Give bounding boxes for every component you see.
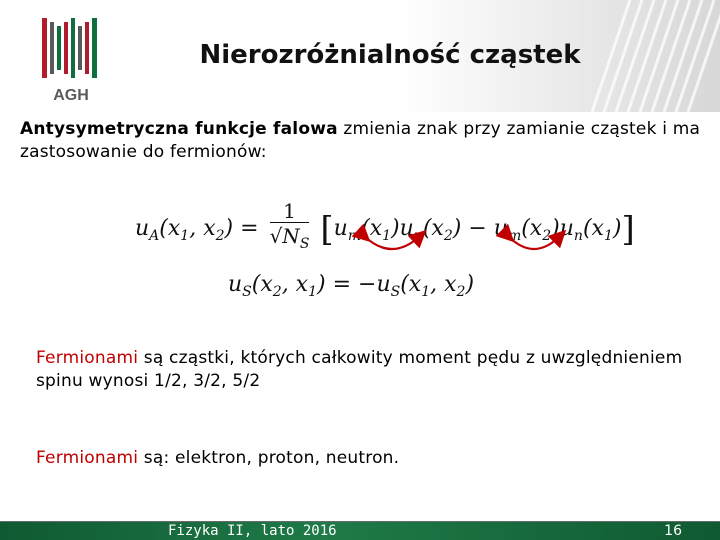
intro-bold-term: Antysymetryczna funkcje falowa [20,119,338,139]
symmetric-equation: $u_S(x_2$, $x_1) = -u_S(x_1$, $x_2$) [228,272,475,300]
agh-logo [38,12,104,104]
logo-emblem [42,18,97,78]
fermion-examples-text: są: elektron, proton, neutron. [138,448,400,468]
normalization-fraction: $\frac{1}{√N_S}$ [269,199,310,252]
fermion-examples [36,447,696,470]
fermion-term: Fermionami [36,348,139,368]
antisymmetric-equation: $u_A(x_1$, $x_2$) = $\frac{1}{√N_S}$ $[u_m(x_1)u_n(x_2) - u_m(x_2)u_n(x_1)]$ [135,200,635,257]
logo-text: AGH [53,87,89,104]
slide-title: Nierozróżnialność cząstek [199,40,581,70]
course-label: Fizyka II, lato 2016 [168,523,337,539]
page-number: 16 [664,523,682,539]
fermion-term: Fermionami [36,448,139,468]
fermion-definition [36,347,696,393]
fermion-definition-text: są cząstki, których całkowity moment pędu z uwzględnieniem spinu wynosi 1/2, 3/2, 5/2 [36,348,683,391]
intro-paragraph [20,118,710,164]
slide-footer [0,521,720,540]
intro-rest: zmienia znak przy zamianie cząstek i ma zastosowanie do fermionów: [20,119,701,162]
